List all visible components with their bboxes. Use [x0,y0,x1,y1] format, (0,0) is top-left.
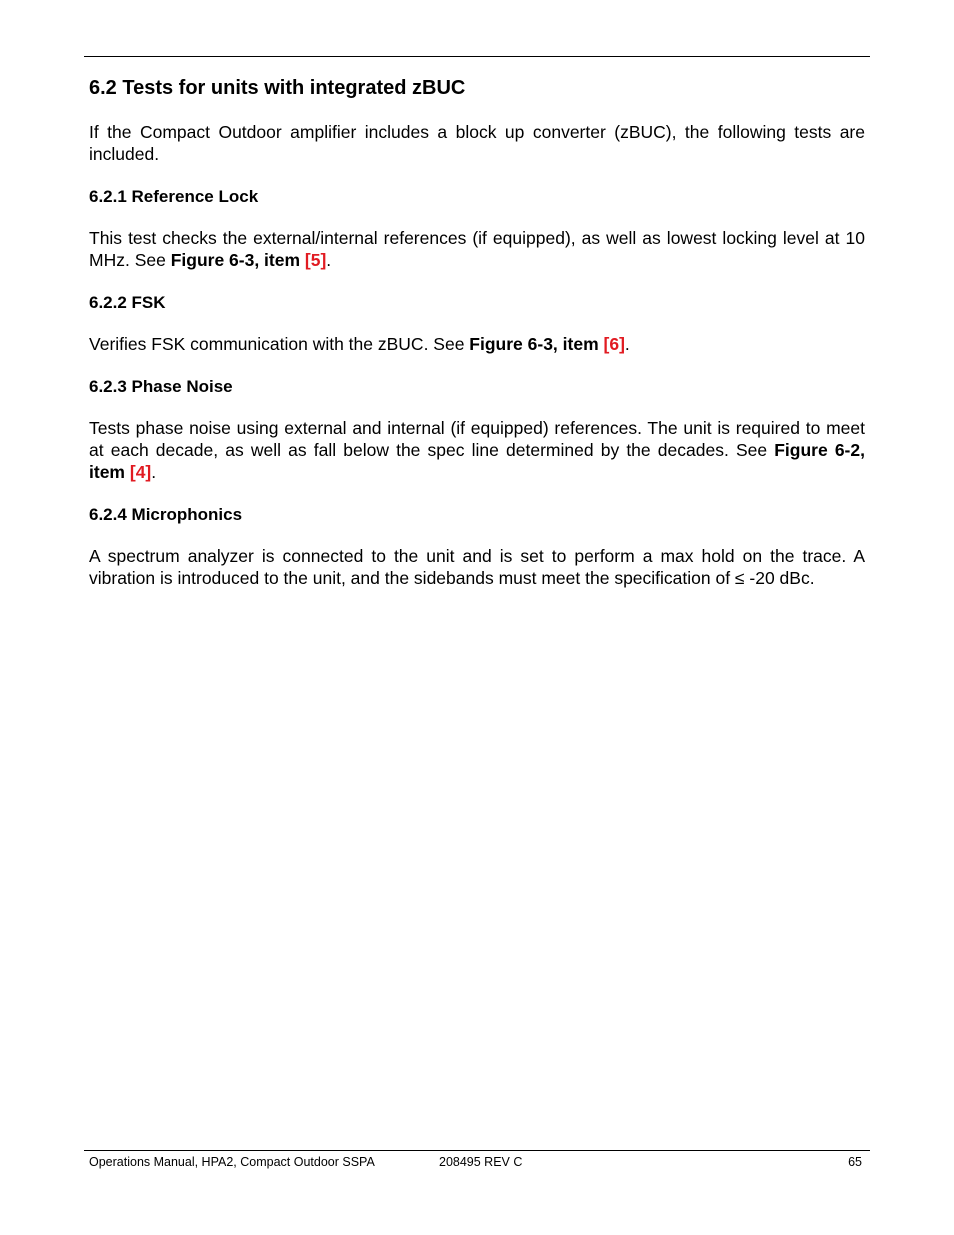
subsection-title-phase-noise: 6.2.3 Phase Noise [89,377,233,396]
footer-rule [84,1150,870,1151]
footer-page-number: 65 [848,1155,862,1169]
figure-item-number[interactable]: 6 [609,334,620,354]
section-title: 6.2 Tests for units with integrated zBUC [89,77,466,99]
subsection-text-fsk: Verifies FSK communication with the zBUC. See Figure 6-3, item [6]. [89,334,630,354]
subsection-title-fsk: 6.2.2 FSK [89,293,166,312]
section-intro: If the Compact Outdoor amplifier includes a block up converter (zBUC), the following tests are included. [89,122,865,164]
subsection-text-microphonics: A spectrum analyzer is connected to the unit and is set to perform a max hold on the trace. A vibration is introduced to the unit, and the sidebands must meet the specification of ≤ -20 dBc. [89,546,865,588]
subsection-title-reference-lock: 6.2.1 Reference Lock [89,187,259,206]
figure-reference[interactable]: Figure 6-2, item [89,440,865,482]
footer-document-number: 208495 REV C [439,1155,523,1169]
figure-item-number[interactable]: 4 [135,462,146,482]
footer-document-title: Operations Manual, HPA2, Compact Outdoor SSPA [89,1155,375,1169]
subsection-title-microphonics: 6.2.4 Microphonics [89,505,243,524]
subsection-text-reference-lock: This test checks the external/internal references (if equipped), as well as lowest locking level at 10 MHz. See Figure 6-3, item [5]. [89,228,865,270]
header-rule [84,56,870,57]
page-content [89,74,865,610]
figure-item-number[interactable]: 5 [310,250,321,270]
subsection-text-phase-noise: Tests phase noise using external and internal (if equipped) references. The unit is required to meet at each decade, as well as fall below the spec line determined by the decades. See Figure 6-2, item [4]. [89,418,865,482]
figure-reference[interactable]: Figure 6-3, item [170,250,305,270]
figure-reference[interactable]: Figure 6-3, item [469,334,604,354]
